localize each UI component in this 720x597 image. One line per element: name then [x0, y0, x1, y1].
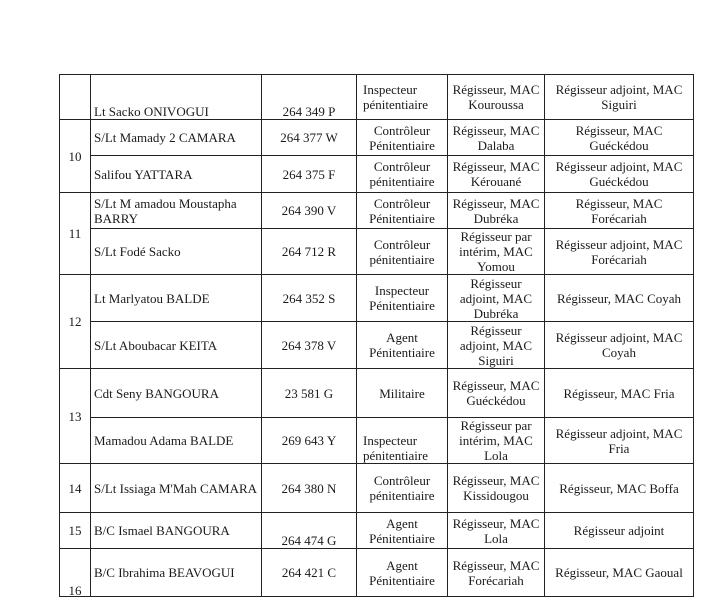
new-function-cell: Régisseur, MAC Gaoual [545, 549, 694, 597]
name-cell: Lt Sacko ONIVOGUI [91, 75, 262, 120]
matricule-cell: 264 378 V [262, 322, 357, 369]
item-number-cell: 13 [60, 369, 91, 464]
new-function-cell: Régisseur adjoint, MAC Fria [545, 418, 694, 464]
item-number-cell: 11 [60, 193, 91, 275]
table-row [60, 322, 694, 369]
matricule-cell: 264 474 G [262, 513, 357, 549]
name-cell: B/C Ibrahima BEAVOGUI [91, 549, 262, 597]
name-cell: Salifou YATTARA [91, 156, 262, 193]
matricule-cell: 264 375 F [262, 156, 357, 193]
new-function-cell: Régisseur adjoint [545, 513, 694, 549]
function-cell: Régisseur, MAC Kérouané [448, 156, 545, 193]
item-number-cell: 10 [60, 120, 91, 193]
table-row [60, 369, 694, 418]
table-row [60, 513, 694, 549]
new-function-cell: Régisseur adjoint, MAC Siguiri [545, 75, 694, 120]
new-function-cell: Régisseur, MAC Forécariah [545, 193, 694, 229]
matricule-cell: 264 380 N [262, 464, 357, 513]
matricule-cell: 264 390 V [262, 193, 357, 229]
grade-cell: Contrôleur Pénitentiaire [357, 193, 448, 229]
grade-cell: Inspecteur Pénitentiaire [357, 275, 448, 322]
table-row [60, 156, 694, 193]
name-cell: Cdt Seny BANGOURA [91, 369, 262, 418]
name-cell: Lt Marlyatou BALDE [91, 275, 262, 322]
grade-cell: Contrôleur pénitentiaire [357, 156, 448, 193]
grade-cell: Inspecteur pénitentiaire [357, 75, 448, 120]
new-function-cell: Régisseur adjoint, MAC Forécariah [545, 229, 694, 275]
matricule-cell: 23 581 G [262, 369, 357, 418]
name-cell: S/Lt Aboubacar KEITA [91, 322, 262, 369]
table-row [60, 75, 694, 120]
table-row [60, 418, 694, 464]
table-row [60, 193, 694, 229]
name-cell: B/C Ismael BANGOURA [91, 513, 262, 549]
item-number-cell [60, 75, 91, 120]
table-row [60, 229, 694, 275]
function-cell: Régisseur par intérim, MAC Yomou [448, 229, 545, 275]
function-cell: Régisseur, MAC Dubréka [448, 193, 545, 229]
item-number-cell: 12 [60, 275, 91, 369]
grade-cell: Agent Pénitentiaire [357, 513, 448, 549]
matricule-cell: 264 712 R [262, 229, 357, 275]
new-function-cell: Régisseur, MAC Boffa [545, 464, 694, 513]
function-cell: Régisseur adjoint, MAC Siguiri [448, 322, 545, 369]
name-cell: S/Lt Fodé Sacko [91, 229, 262, 275]
function-cell: Régisseur, MAC Dalaba [448, 120, 545, 156]
table-row [60, 549, 694, 597]
matricule-cell: 264 352 S [262, 275, 357, 322]
function-cell: Régisseur, MAC Lola [448, 513, 545, 549]
name-cell: S/Lt M amadou Moustapha BARRY [91, 193, 262, 229]
matricule-cell: 269 643 Y [262, 418, 357, 464]
matricule-cell: 264 421 C [262, 549, 357, 597]
assignment-table [59, 74, 694, 597]
new-function-cell: Régisseur adjoint, MAC Coyah [545, 322, 694, 369]
grade-cell: Militaire [357, 369, 448, 418]
function-cell: Régisseur, MAC Kouroussa [448, 75, 545, 120]
grade-cell: Agent Pénitentiaire [357, 549, 448, 597]
new-function-cell: Régisseur, MAC Guéckédou [545, 120, 694, 156]
table-row [60, 275, 694, 322]
name-cell: Mamadou Adama BALDE [91, 418, 262, 464]
name-cell: S/Lt Mamady 2 CAMARA [91, 120, 262, 156]
item-number-cell: 16 [60, 549, 91, 597]
table-row [60, 120, 694, 156]
function-cell: Régisseur adjoint, MAC Dubréka [448, 275, 545, 322]
item-number-cell: 15 [60, 513, 91, 549]
grade-cell: Inspecteur pénitentiaire [357, 418, 448, 464]
function-cell: Régisseur, MAC Guéckédou [448, 369, 545, 418]
new-function-cell: Régisseur adjoint, MAC Guéckédou [545, 156, 694, 193]
grade-cell: Contrôleur pénitentiaire [357, 464, 448, 513]
grade-cell: Agent Pénitentiaire [357, 322, 448, 369]
matricule-cell: 264 377 W [262, 120, 357, 156]
function-cell: Régisseur, MAC Forécariah [448, 549, 545, 597]
name-cell: S/Lt Issiaga M'Mah CAMARA [91, 464, 262, 513]
matricule-cell: 264 349 P [262, 75, 357, 120]
new-function-cell: Régisseur, MAC Fria [545, 369, 694, 418]
function-cell: Régisseur par intérim, MAC Lola [448, 418, 545, 464]
new-function-cell: Régisseur, MAC Coyah [545, 275, 694, 322]
grade-cell: Contrôleur Pénitentiaire [357, 120, 448, 156]
function-cell: Régisseur, MAC Kissidougou [448, 464, 545, 513]
table-row [60, 464, 694, 513]
grade-cell: Contrôleur pénitentiaire [357, 229, 448, 275]
item-number-cell: 14 [60, 464, 91, 513]
